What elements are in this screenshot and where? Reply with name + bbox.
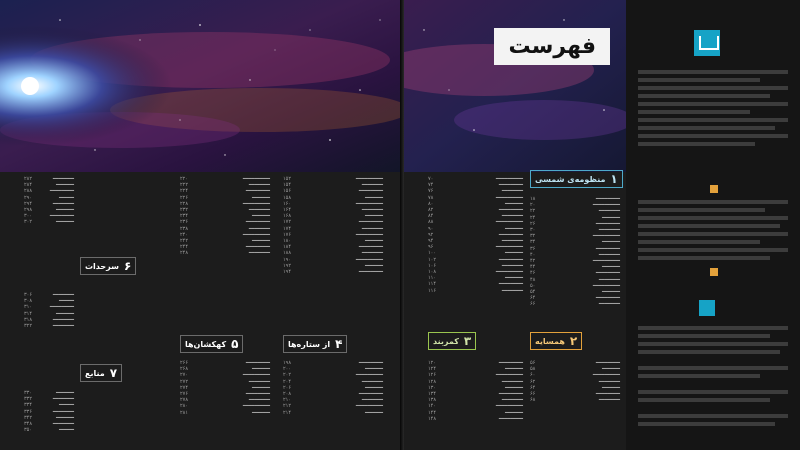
fineprint-line: [638, 78, 760, 82]
toc-column: ۱۲۰ ━━━━━━━━ ۱۲۴ ━━━━━━ ۱۲۶ ━━━━━━━━━ ۱۲۸ ━━━━━━━ ۱۳۰ ━━━━━━ ۱۳۴ ━━━━━━━━ ۱۳۸ ━━━━━━━ ۱۴۰ ━━━━━━━━━ ۱۴۴ ━━━━━━ ۱۴۸ ━━━━━━━━: [428, 360, 523, 422]
fineprint-line: [638, 240, 760, 244]
fineprint-line: [638, 248, 788, 252]
section-6-header: سرحدات ۶: [80, 257, 136, 275]
toc-column: ۲۸۲ ━━━━━━━ ۲۸۴ ━━━━━━ ۲۸۸ ━━━━━━━━ ۲۹۰ ━━━━━ ۲۹۴ ━━━━━━━ ۲۹۸ ━━━━━━ ۳۰۰ ━━━━━━━━ ۳۰۲ ━━━━━━: [24, 176, 74, 226]
fineprint-line: [638, 94, 770, 98]
fineprint-line: [638, 110, 750, 114]
small-logo-icon: [699, 300, 715, 316]
fineprint-line: [638, 216, 788, 220]
galaxy-image: [404, 0, 626, 172]
toc-column: ۲۲۰ ━━━━━━━━━ ۲۲۲ ━━━━━━━ ۲۲۴ ━━━━━━━━ ۲۲۶ ━━━━━━ ۲۲۸ ━━━━━━━━━ ۲۳۲ ━━━━━━━ ۲۳۴ ━━━━━━ ۲۳۶ ━━━━━━━━ ۲۳۸ ━━━━━━━ ۲۴۰ ━━━━━━━━━ ۲۴۲ ━━━━━━ ۲۴۴ ━━━━━━━━ ۲۴۸ ━━━━━━━: [180, 176, 270, 257]
fineprint-line: [638, 414, 788, 418]
fineprint-line: [638, 224, 780, 228]
section-7-header: منابع ۷: [80, 364, 122, 382]
fineprint-line: [638, 350, 780, 354]
toc-column: ۱۸ ━━━━━━━━ ۲۰ ━━━━━━━━━ ۲۲ ━━━━━━━ ۲۴ ━━━━━━ ۲۶ ━━━━━━━━ ۳۰ ━━━━━━━ ۳۲ ━━━━━━━━━ ۳۴ ━━━━━━ ۳۶ ━━━━━━━━ ۴۰ ━━━━━━━ ۴۲ ━━━━━━━━━ ۴۴ ━━━━━━ ۴۶ ━━━━━━━━ ۴۸ ━━━━━━━ ۵۰ ━━━━━━━━━ ۵۴ ━━━━━━ ۶۴ ━━━━━━━━ ۶۶ ━━━━━━━: [530, 196, 620, 308]
fineprint-line: [638, 126, 775, 130]
toc-title: فهرست: [494, 28, 610, 65]
section-3-header: کمربند ۳: [428, 332, 476, 350]
badge-icon: [710, 185, 718, 193]
fineprint-line: [638, 366, 788, 370]
fineprint-line: [638, 86, 788, 90]
fineprint-line: [638, 390, 788, 394]
section-4-header: از ستاره‌ها ۴: [283, 335, 347, 353]
fineprint-line: [638, 134, 788, 138]
fineprint-line: [638, 398, 770, 402]
section-1-header: منظومه‌ی شمسی ۱: [530, 170, 623, 188]
fineprint-line: [638, 70, 788, 74]
right-page: [404, 0, 800, 450]
toc-column: ۱۵۲ ━━━━━━━━━ ۱۵۴ ━━━━━━━ ۱۵۶ ━━━━━━━━ ۱۵۸ ━━━━━━ ۱۶۰ ━━━━━━━━━ ۱۶۴ ━━━━━━━ ۱۶۸ ━━━━━━ ۱۷۲ ━━━━━━━━ ۱۷۴ ━━━━━━━ ۱۷۶ ━━━━━━━━━ ۱۸۰ ━━━━━━ ۱۸۴ ━━━━━━━━ ۱۸۸ ━━━━━━━ ۱۹۰ ━━━━━━━━━ ۱۹۲ ━━━━━━ ۱۹۴ ━━━━━━━━: [283, 176, 383, 276]
toc-column: ۷۰ ━━━━━━━━━ ۷۴ ━━━━━━━━ ۷۶ ━━━━━━━ ۷۸ ━━━━━━━━━ ۸۰ ━━━━━━ ۸۲ ━━━━━━━━ ۸۴ ━━━━━━━ ۸۸ ━━━━━━━━━ ۹۰ ━━━━━━ ۹۲ ━━━━━━━━ ۹۴ ━━━━━━━ ۹۶ ━━━━━━━━━ ۱۰۰ ━━━━━━ ۱۰۲ ━━━━━━━━ ۱۰۶ ━━━━━━━ ۱۰۸ ━━━━━━━━━ ۱۱۰ ━━━━━━ ۱۱۴ ━━━━━━━━ ۱۱۶ ━━━━━━━: [428, 176, 523, 294]
badge-icon: [710, 268, 718, 276]
credits-sidebar: [626, 0, 800, 450]
fineprint-line: [638, 256, 770, 260]
fineprint-line: [638, 142, 755, 146]
toc-column: ۱۹۸ ━━━━━━━━ ۲۰۰ ━━━━━━ ۲۰۲ ━━━━━━━━━ ۲۰۴ ━━━━━━━ ۲۰۶ ━━━━━━ ۲۰۸ ━━━━━━━━ ۲۱۰ ━━━━━━━ ۲۱۲ ━━━━━━━━━ ۲۱۴ ━━━━━━: [283, 360, 383, 416]
toc-column: ۳۰۶ ━━━━━━━ ۳۰۸ ━━━━━ ۳۱۰ ━━━━━━━━ ۳۱۴ ━━━━━━ ۳۱۸ ━━━━━━━ ۳۲۲ ━━━━━━━: [24, 292, 74, 330]
toc-column: ۵۶ ━━━━━━━━ ۵۸ ━━━━━━ ۶۰ ━━━━━━━━━ ۶۲ ━━━━━━━ ۶۴ ━━━━━━ ۶۶ ━━━━━━━━ ۶۸ ━━━━━━━: [530, 360, 620, 404]
toc-column: ۳۳۰ ━━━━━━ ۳۳۲ ━━━━━━━ ۳۳۴ ━━━━━ ۳۳۶ ━━━━━━━ ۳۴۲ ━━━━━━ ۳۴۸ ━━━━━━━ ۳۵۰ ━━━━━: [24, 390, 74, 434]
fineprint-line: [638, 232, 788, 236]
publisher-logo-icon: [694, 30, 720, 56]
fineprint-line: [638, 326, 788, 330]
galaxy-image: [0, 0, 400, 172]
fineprint-line: [638, 342, 788, 346]
fineprint-line: [638, 374, 760, 378]
fineprint-line: [638, 208, 765, 212]
fineprint-line: [638, 334, 770, 338]
fineprint-line: [638, 422, 775, 426]
fineprint-line: [638, 200, 788, 204]
fineprint-line: [638, 102, 788, 106]
toc-column: ۲۶۶ ━━━━━━━━ ۲۶۸ ━━━━━━ ۲۷۰ ━━━━━━━━━ ۲۷۲ ━━━━━━━ ۲۷۴ ━━━━━━ ۲۷۶ ━━━━━━━━ ۲۷۸ ━━━━━━━ ۲۸۰ ━━━━━━━━━ ۲۸۱ ━━━━━━: [180, 360, 270, 416]
fineprint-line: [638, 118, 788, 122]
section-5-header: کهکشان‌ها ۵: [180, 335, 243, 353]
section-2-header: همسایه ۲: [530, 332, 582, 350]
